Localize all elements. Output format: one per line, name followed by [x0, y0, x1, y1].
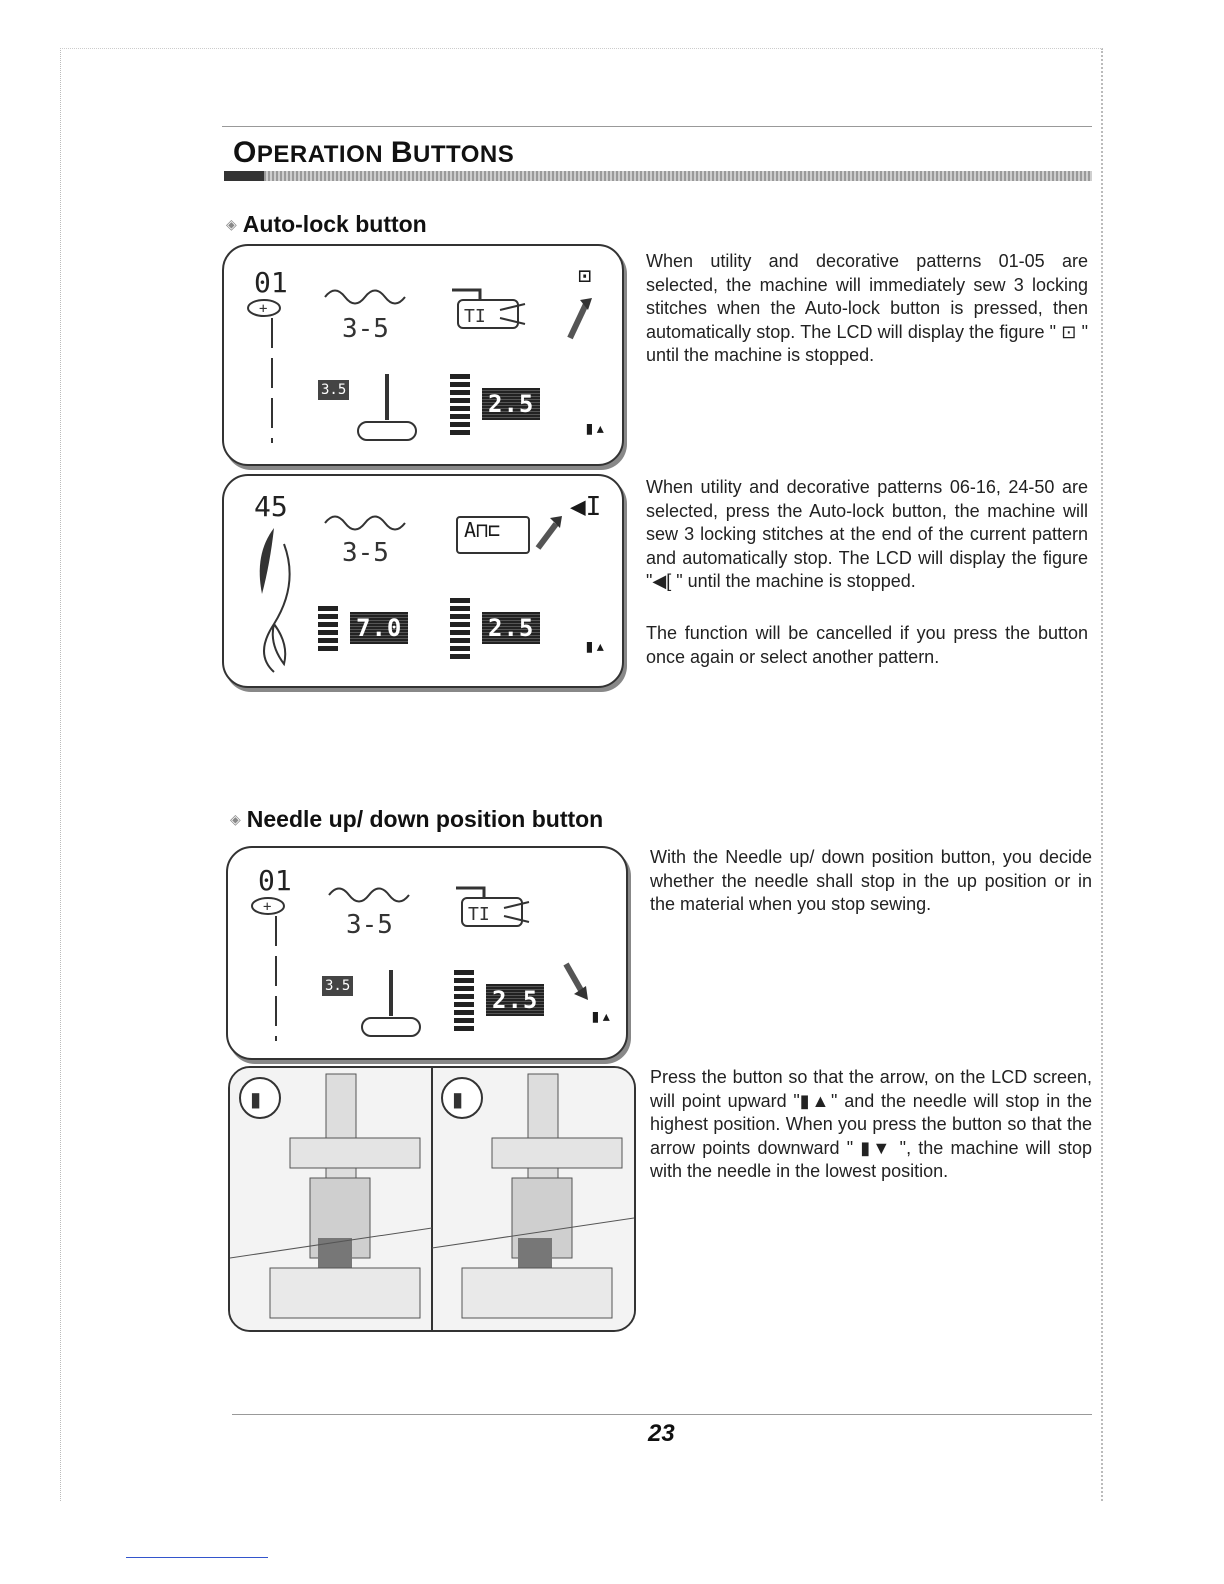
decorative-pattern-icon: [244, 524, 304, 674]
needle-icon: [352, 370, 422, 446]
needle-position-icon: [246, 298, 286, 448]
bottom-rule: [232, 1414, 1092, 1415]
svg-text:+: +: [263, 899, 272, 915]
lcd-width-value: 3.5: [322, 976, 353, 996]
needle-position-icon: [250, 896, 290, 1046]
page-title: OPERATION BUTTONS: [233, 136, 515, 169]
autolock-icon: ◀I: [570, 492, 602, 522]
scan-artifact-line: [126, 1557, 268, 1558]
lcd-width-value: 3.5: [318, 380, 349, 400]
svg-text:TI: TI: [468, 904, 490, 925]
page-number: 23: [648, 1420, 675, 1447]
lcd-length-value: 2.5: [482, 612, 540, 644]
length-bars: [450, 598, 470, 662]
needle-position-photos: [228, 1066, 636, 1332]
needle-paragraph-1: With the Needle up/ down position button, you decide whether the needle shall stop in the up position or in the material when you stop sewing.: [650, 847, 1092, 914]
pointer-arrow-down-icon: [560, 960, 590, 1004]
stitch-pattern-icon: [324, 880, 414, 910]
presser-foot-icon: A⊓⊏: [456, 516, 530, 554]
lcd-range: 3-5: [346, 910, 393, 940]
lcd-screen-autolock-1: [222, 244, 624, 466]
svg-text:▮: ▮: [250, 1089, 262, 1111]
stitch-pattern-icon: [320, 508, 410, 538]
top-rule: [222, 126, 1092, 127]
lcd-range: 3-5: [342, 538, 389, 568]
svg-text:▮: ▮: [452, 1089, 464, 1111]
sewing-button-icon: ◈: [230, 811, 241, 827]
needle-heading: ◈ Needle up/ down position button: [230, 806, 604, 832]
lcd-length-value: 2.5: [482, 388, 540, 420]
lcd-screen-autolock-2: [222, 474, 624, 688]
lcd-range: 3-5: [342, 314, 389, 344]
length-bars: [454, 970, 474, 1034]
needle-up-icon: ▮▴: [584, 418, 606, 439]
autolock-icon: ⊡: [578, 264, 592, 289]
lcd-pattern-number: 01: [254, 266, 288, 299]
lcd-pattern-number: 45: [254, 490, 288, 523]
presser-foot-icon: [454, 880, 544, 940]
needle-icon: [356, 966, 426, 1042]
lcd-screen-needle: [226, 846, 628, 1060]
sewing-machine-illustration: [230, 1068, 634, 1330]
pointer-arrow-icon: [564, 296, 594, 342]
autolock-paragraph-1: When utility and decorative patterns 01-05 are selected, the machine will immediately sew 3 locking stitches when the Auto-lock button is pressed, then automatically stop. The LCD will display the figure " ⊡ " until the machine is stopped.: [646, 251, 1088, 365]
sewing-button-icon: ◈: [226, 216, 237, 232]
needle-up-icon: ▮▴: [584, 636, 606, 657]
svg-text:+: +: [259, 301, 268, 317]
lcd-length-value: 2.5: [486, 984, 544, 1016]
autolock-heading: ◈ Auto-lock button: [226, 211, 427, 237]
length-bars: [450, 374, 470, 438]
needle-up-icon: ▮▴: [590, 1006, 612, 1027]
presser-foot-icon: [450, 282, 540, 342]
autolock-paragraph-3: The function will be cancelled if you press the button once again or select another pattern.: [646, 623, 1088, 667]
lcd-width-value: 7.0: [350, 612, 408, 644]
needle-paragraph-2: Press the button so that the arrow, on the LCD screen, will point upward "▮▲" and the needle will stop in the highest position. When you press the button so that the arrow points downward " ▮▼ ", the machine will stop with the needle in the lowest position.: [650, 1067, 1092, 1181]
lcd-pattern-number: 01: [258, 864, 292, 897]
svg-text:TI: TI: [464, 306, 486, 327]
width-bars: [318, 606, 338, 654]
title-band: [224, 171, 1092, 181]
stitch-pattern-icon: [320, 282, 410, 312]
pointer-arrow-icon: [534, 512, 564, 552]
autolock-paragraph-2: When utility and decorative patterns 06-16, 24-50 are selected, press the Auto-lock button, the machine will sew 3 locking stitches at the end of the current pattern and automatically stop. The LCD will display the figure "◀[ " until the machine is stopped.: [646, 477, 1088, 591]
